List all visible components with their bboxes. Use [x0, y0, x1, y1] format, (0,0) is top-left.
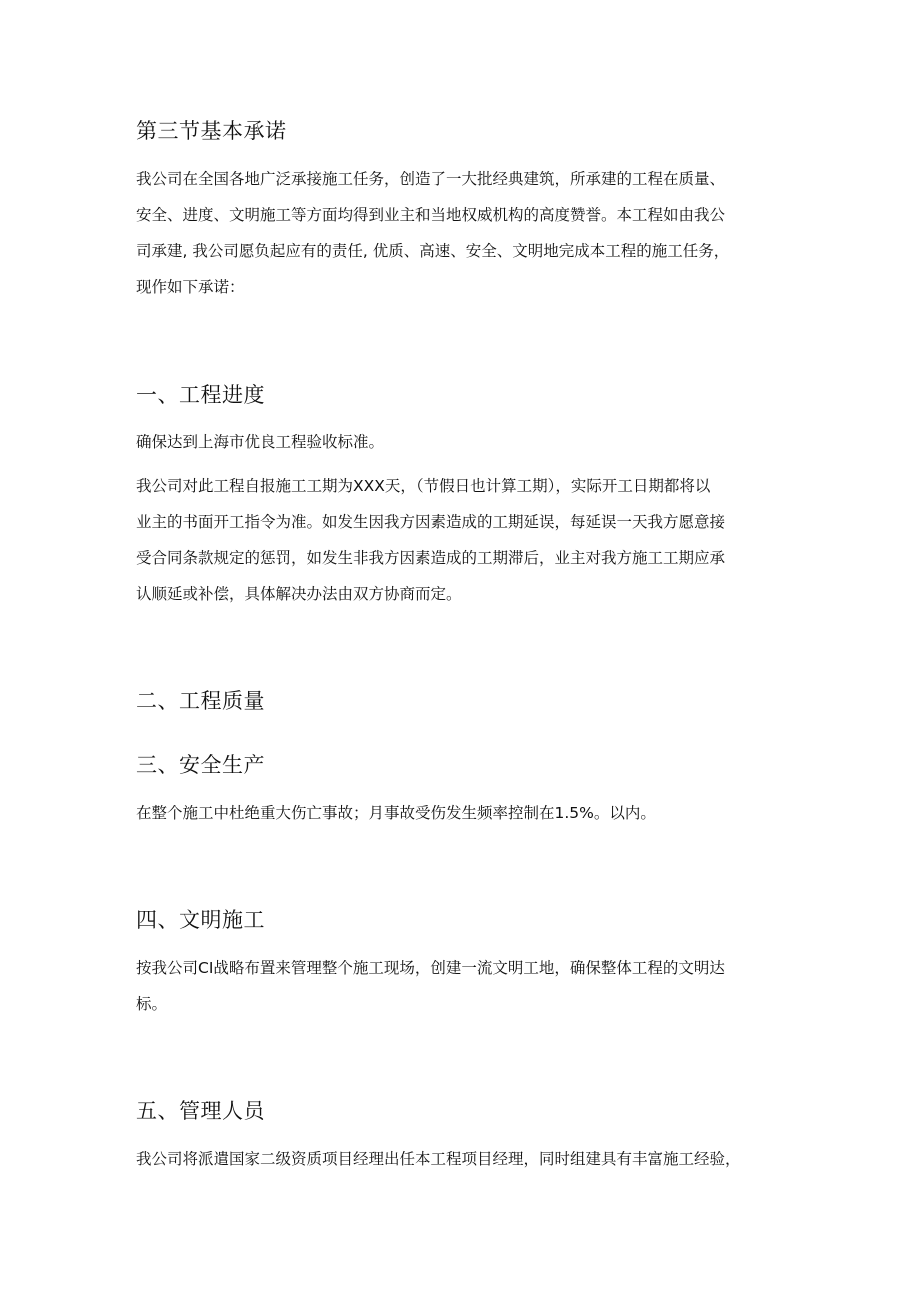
- management-paragraph: [136, 1141, 796, 1177]
- paragraph-line: 受合同条款规定的惩罚，如发生非我方因素造成的工期滞后，业主对我方施工工期应承: [136, 549, 726, 567]
- intro-line: 现作如下承诺：: [136, 278, 245, 296]
- paragraph-line: 标。: [136, 995, 168, 1013]
- section-title: 第三节基本承诺: [136, 119, 287, 143]
- intro-line: 司承建, 我公司愿负起应有的责任, 优质、高速、安全、文明地完成本工程的施工任务，: [136, 242, 730, 260]
- paragraph-line: 我公司将派遣国家二级资质项目经理出任本工程项目经理，同时组建具有丰富施工经验，: [136, 1150, 741, 1168]
- intro-line: 我公司在全国各地广泛承接施工任务，创造了一大批经典建筑，所承建的工程在质量、: [136, 170, 726, 188]
- paragraph-line: 按我公司CI战略布置来管理整个施工现场，创建一流文明工地，确保整体工程的文明达: [136, 959, 725, 977]
- paragraph-line: 确保达到上海市优良工程验收标准。: [136, 433, 385, 451]
- intro-line: 安全、进度、文明施工等方面均得到业主和当地权威机构的高度赞誉。本工程如由我公: [136, 206, 726, 224]
- paragraph-line: 我公司对此工程自报施工工期为XXX天，（节假日也计算工期），实际开工日期都将以: [136, 477, 711, 495]
- paragraph-line: 认顺延或补偿，具体解决办法由双方协商而定。: [136, 585, 462, 603]
- paragraph-line: 在整个施工中杜绝重大伤亡事故；月事故受伤发生频率控制在1.5%。以内。: [136, 804, 656, 822]
- safety-paragraph: [136, 795, 796, 831]
- progress-paragraph-2: [136, 468, 796, 612]
- progress-paragraph-1: [136, 424, 796, 460]
- heading-safety: 三、安全生产: [136, 753, 265, 777]
- civilized-paragraph: [136, 950, 796, 1022]
- heading-management-staff: 五、管理人员: [136, 1099, 265, 1123]
- heading-quality: 二、工程质量: [136, 689, 265, 713]
- paragraph-line: 业主的书面开工指令为准。如发生因我方因素造成的工期延误，每延误一天我方愿意接: [136, 513, 726, 531]
- heading-progress: 一、工程进度: [136, 383, 265, 407]
- heading-civilized-construction: 四、文明施工: [136, 908, 265, 932]
- intro-paragraph: [136, 161, 796, 305]
